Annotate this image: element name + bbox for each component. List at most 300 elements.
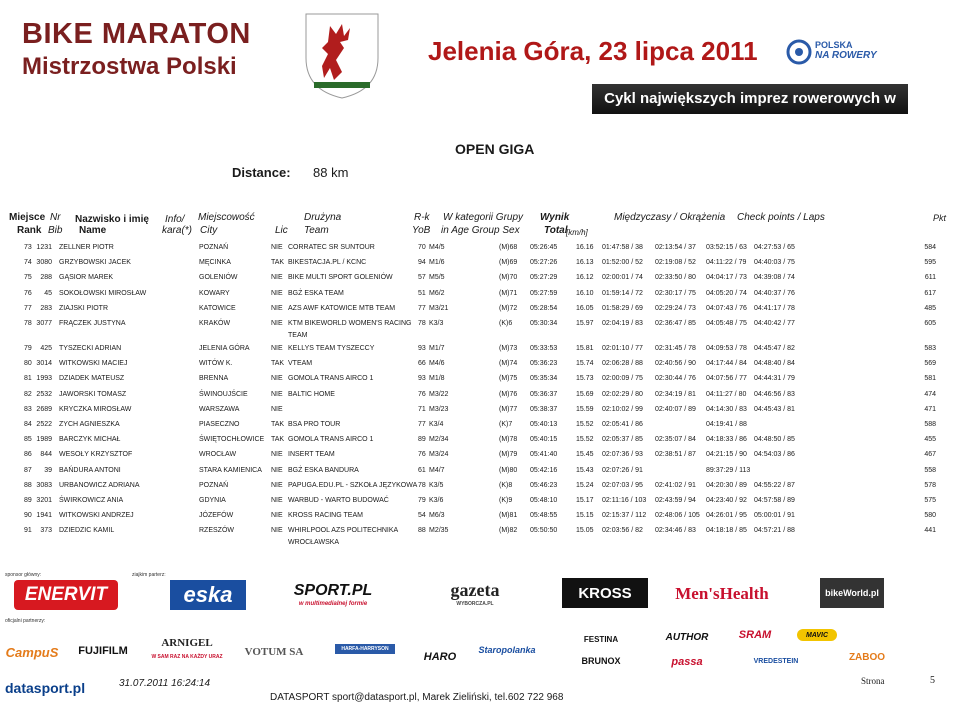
- cell-split4: 04:41:17 / 78: [754, 304, 795, 312]
- cell-split3: 04:05:48 / 75: [706, 320, 747, 327]
- cell-split3: 04:17:44 / 84: [706, 360, 747, 368]
- cell-split1: 01:47:58 / 38: [602, 244, 643, 251]
- cell-lic: NIE: [271, 244, 283, 251]
- cell-category: M1/8: [429, 375, 445, 383]
- cell-bib: 3201: [36, 497, 52, 504]
- cell-pkt: 569: [924, 360, 936, 368]
- cell-total: 05:26:45: [530, 244, 558, 251]
- cell-split4: 04:40:37 / 76: [754, 289, 795, 297]
- cell-split1: 02:00:01 / 74: [602, 274, 643, 282]
- cell-yob: 93: [418, 375, 426, 383]
- cell-city: RZESZÓW: [199, 527, 234, 535]
- cell-yob: 77: [418, 304, 426, 312]
- cell-split1: 02:11:16 / 103: [602, 497, 647, 504]
- cell-name: GRZYBOWSKI JACEK: [59, 259, 131, 267]
- cell-kmh: 15.81: [576, 345, 594, 352]
- cell-total: 05:41:40: [530, 451, 558, 459]
- cell-yob: 76: [418, 451, 426, 459]
- cell-kmh: 15.59: [576, 405, 594, 413]
- footer-contact: DATASPORT sport@datasport.pl, Marek Zieliński, tel.602 722 968: [270, 692, 564, 703]
- cell-bib: 3077: [36, 320, 52, 327]
- cell-rank: 88: [24, 481, 32, 489]
- cell-split1: 02:00:09 / 75: [602, 375, 643, 383]
- cell-split2: 02:35:07 / 84: [655, 436, 696, 444]
- cell-name: ZELLNER PIOTR: [59, 244, 114, 251]
- category-title: OPEN GIGA: [455, 141, 535, 157]
- sponsor-haro[interactable]: HARO: [423, 651, 457, 663]
- sponsor-vredestein[interactable]: VREDESTEIN: [753, 657, 799, 665]
- cell-yob: 51: [418, 289, 426, 297]
- cell-split3: 04:26:01 / 95: [706, 512, 747, 520]
- cell-category: M6/2: [429, 289, 445, 297]
- table-row: [0, 510, 959, 522]
- cell-bib: 3083: [36, 481, 52, 489]
- cell-split1: 02:03:56 / 82: [602, 527, 643, 535]
- cell-kmh: 15.43: [576, 466, 594, 474]
- title-line2: Mistrzostwa Polski: [22, 53, 237, 80]
- page-label: Strona: [861, 676, 885, 686]
- sponsor-gazeta-sub: WYBORCZA.PL: [456, 601, 494, 607]
- cell-bib: 844: [40, 451, 52, 459]
- cell-pkt: 617: [924, 289, 936, 297]
- cell-rank: 89: [24, 497, 32, 504]
- cell-group: (M)80: [499, 466, 518, 474]
- cell-split4: 04:45:43 / 81: [754, 405, 795, 413]
- cell-rank: 83: [24, 405, 32, 413]
- cell-name: SOKOŁOWSKI MIROSŁAW: [59, 289, 147, 297]
- distance-value: 88 km: [313, 165, 349, 180]
- cell-name: BARCZYK MICHAŁ: [59, 436, 121, 444]
- cell-name: WESOŁY KRZYSZTOF: [59, 451, 133, 459]
- cell-lic: NIE: [271, 497, 283, 504]
- cell-group: (M)69: [499, 259, 518, 267]
- col-rank: Rank: [17, 225, 42, 236]
- cell-city: WARSZAWA: [199, 405, 240, 413]
- cell-lic: NIE: [271, 304, 283, 312]
- title-line1: BIKE MARATON: [22, 18, 251, 50]
- cell-team-line2: TEAM: [288, 332, 308, 339]
- event-title: Jelenia Góra, 23 lipca 2011: [428, 36, 758, 66]
- cell-split4: 04:48:50 / 85: [754, 436, 795, 444]
- sponsor-bikeworld[interactable]: bikeWorld.pl: [820, 578, 884, 608]
- cell-group: (M)79: [499, 451, 518, 459]
- cell-yob: 94: [418, 259, 426, 267]
- cell-pkt: 485: [924, 304, 936, 312]
- cell-city: POZNAŃ: [199, 481, 229, 489]
- cell-bib: 3014: [36, 360, 52, 368]
- cell-city: STARA KAMIENICA: [199, 466, 262, 474]
- cell-pkt: 581: [924, 375, 936, 383]
- cell-lic: NIE: [271, 451, 283, 459]
- cell-rank: 85: [24, 436, 32, 444]
- sponsor-gazeta[interactable]: gazeta: [450, 579, 500, 600]
- sponsor-votum[interactable]: VOTUM SA: [244, 646, 304, 658]
- cell-category: M3/22: [429, 390, 449, 398]
- table-row: [0, 465, 959, 477]
- cell-split4: 04:44:31 / 79: [754, 375, 795, 383]
- cell-yob: 78: [418, 481, 426, 489]
- sponsor-festina[interactable]: FESTINA: [583, 634, 619, 644]
- table-row: [0, 449, 959, 461]
- sponsor-staropolanka[interactable]: Staropolanka: [478, 645, 536, 655]
- col-pkt: Pkt: [933, 213, 947, 223]
- cell-split4: 04:27:53 / 65: [754, 244, 795, 251]
- cell-city: ŚWIĘTOCHŁOWICE: [199, 436, 265, 444]
- cell-pkt: 611: [924, 274, 936, 282]
- cell-yob: 93: [418, 345, 426, 352]
- cell-split4: 04:57:21 / 88: [754, 527, 795, 535]
- cell-category: M5/5: [429, 274, 445, 282]
- cell-team-line2: WROCŁAWSKA: [288, 539, 340, 547]
- cell-lic: NIE: [271, 512, 283, 520]
- cell-category: M1/6: [429, 259, 445, 267]
- table-row: [0, 480, 959, 492]
- cell-city: KRAKÓW: [199, 320, 231, 327]
- col-kara: kara(*): [162, 225, 193, 236]
- cell-split4: 05:00:01 / 91: [754, 512, 795, 520]
- cell-split1: 02:01:10 / 77: [602, 345, 643, 352]
- cell-kmh: 15.52: [576, 436, 594, 444]
- sponsor-sportpl-sub: w multimedialnej formie: [298, 600, 368, 607]
- cell-category: K3/5: [429, 481, 444, 489]
- cell-lic: TAK: [271, 421, 285, 428]
- cell-group: (M)72: [499, 304, 518, 312]
- cell-group: (M)75: [499, 375, 518, 383]
- cell-total: 05:36:23: [530, 360, 558, 368]
- table-row: [0, 343, 959, 355]
- cell-total: 05:48:10: [530, 497, 558, 504]
- cell-city: JELENIA GÓRA: [199, 345, 250, 352]
- cell-team: CORRATEC SR SUNTOUR: [288, 244, 375, 251]
- table-row: [0, 419, 959, 431]
- col-nr: Nr: [50, 212, 61, 223]
- table-row: [0, 525, 959, 547]
- cell-split3: 03:52:15 / 63: [706, 244, 747, 251]
- cell-group: (M)81: [499, 512, 518, 520]
- cell-team: INSERT TEAM: [288, 451, 335, 459]
- cell-split2: 02:13:54 / 37: [655, 244, 696, 251]
- cell-yob: 66: [418, 360, 426, 368]
- col-city: City: [200, 225, 218, 236]
- cell-rank: 91: [24, 527, 32, 535]
- table-row: [0, 272, 959, 284]
- cell-yob: 88: [418, 527, 426, 535]
- cell-city: ŚWINOUJŚCIE: [199, 390, 248, 398]
- cell-pkt: 605: [924, 320, 936, 327]
- cell-team: BALTIC HOME: [288, 390, 335, 398]
- cell-rank: 73: [24, 244, 32, 251]
- cell-lic: NIE: [271, 274, 283, 282]
- col-lic: Lic: [275, 225, 288, 236]
- cell-pkt: 467: [924, 451, 936, 459]
- table-row: [0, 288, 959, 300]
- cell-split4: 04:48:40 / 84: [754, 360, 795, 368]
- cell-team: BSA PRO TOUR: [288, 421, 341, 428]
- cell-group: (M)73: [499, 345, 518, 352]
- cell-total: 05:40:15: [530, 436, 558, 444]
- cell-yob: 79: [418, 497, 426, 504]
- cell-split3: 04:18:33 / 86: [706, 436, 747, 444]
- cell-lic: NIE: [271, 345, 283, 352]
- cell-split2: 02:48:06 / 105: [655, 512, 700, 520]
- cell-city: JÓZEFÓW: [199, 512, 234, 520]
- cell-kmh: 15.97: [576, 320, 594, 327]
- cell-team: PAPUGA.EDU.PL - SZKOŁA JĘZYKOWA: [288, 481, 418, 489]
- cell-split3: 04:05:20 / 74: [706, 289, 747, 297]
- bike-wheel-icon: [785, 38, 813, 66]
- deer-crest-icon: [300, 8, 384, 100]
- cell-city: GOLENIÓW: [199, 274, 238, 282]
- cell-split1: 02:05:37 / 85: [602, 436, 643, 444]
- cell-split3: 04:11:27 / 80: [706, 390, 747, 398]
- cell-category: K3/3: [429, 320, 444, 327]
- sponsor-enervit[interactable]: ENERVIT: [14, 580, 118, 610]
- sponsor-arnigel[interactable]: ARNIGEL: [161, 637, 213, 649]
- cell-category: K3/6: [429, 497, 444, 504]
- col-bib: Bib: [48, 225, 63, 236]
- cell-category: M4/6: [429, 360, 445, 368]
- logo-text-narowery: NA ROWERY: [815, 50, 877, 61]
- cell-category: K3/4: [429, 421, 444, 428]
- cell-bib: 2522: [36, 421, 52, 428]
- sponsor-label-official: oficjalni partnerzy:: [5, 618, 46, 624]
- sponsor-sram[interactable]: SRAM: [738, 629, 772, 641]
- sponsor-sportpl[interactable]: SPORT.PL: [293, 582, 373, 599]
- cell-team: BIKESTACJA.PL / KCNC: [288, 259, 367, 267]
- cell-yob: 57: [418, 274, 426, 282]
- cell-name: DZIADEK MATEUSZ: [59, 375, 125, 383]
- cell-group: (M)68: [499, 244, 518, 251]
- cell-kmh: 16.16: [576, 244, 594, 251]
- cell-yob: 78: [418, 320, 426, 327]
- cell-group: (M)76: [499, 390, 518, 398]
- distance-label: Distance:: [232, 165, 291, 180]
- cell-team: WHIRLPOOL AZS POLITECHNIKA: [288, 527, 399, 535]
- cell-split1: 02:15:37 / 112: [602, 512, 647, 520]
- cell-total: 05:30:34: [530, 320, 558, 327]
- cell-pkt: 455: [924, 436, 936, 444]
- cell-group: (M)77: [499, 405, 518, 413]
- table-row: [0, 434, 959, 446]
- sponsor-campus[interactable]: CampuS: [5, 644, 59, 660]
- sponsor-eska[interactable]: eska: [170, 580, 246, 610]
- cell-bib: 45: [44, 289, 52, 297]
- cell-split1: 02:05:41 / 86: [602, 421, 643, 428]
- cell-split2: 02:43:59 / 94: [655, 497, 696, 504]
- cell-pkt: 583: [924, 345, 936, 352]
- cell-split2: 02:41:02 / 91: [655, 481, 696, 489]
- cell-team: WARBUD - WARTO BUDOWAĆ: [288, 497, 389, 504]
- cell-split3: 04:11:22 / 79: [706, 259, 747, 267]
- cell-total: 05:42:16: [530, 466, 558, 474]
- cell-split1: 02:06:28 / 88: [602, 360, 643, 368]
- polska-na-rowery-logo: [785, 38, 903, 68]
- cell-team: VTEAM: [288, 360, 313, 368]
- col-team: Team: [304, 225, 329, 236]
- cell-yob: 61: [418, 466, 426, 474]
- col-rk: R-k: [414, 212, 430, 223]
- cell-team: BIKE MULTI SPORT GOLENIÓW: [288, 274, 393, 282]
- cell-split1: 02:07:26 / 91: [602, 466, 643, 474]
- cell-yob: 71: [418, 405, 426, 413]
- cell-group: (K)9: [499, 497, 513, 504]
- cell-name: DZIEDZIC KAMIL: [59, 527, 115, 535]
- cell-split3: 04:07:56 / 77: [706, 375, 747, 383]
- cell-name: GĄSIOR MAREK: [59, 274, 114, 282]
- cell-split2: 02:29:24 / 73: [655, 304, 696, 312]
- cell-rank: 80: [24, 360, 32, 368]
- cell-split2: 02:34:46 / 83: [655, 527, 696, 535]
- cell-total: 05:28:54: [530, 304, 558, 312]
- cell-team: BGŻ ESKA TEAM: [288, 289, 344, 297]
- cell-city: WROCŁAW: [199, 451, 237, 459]
- cell-split3: 04:19:41 / 88: [706, 421, 747, 428]
- cell-kmh: 15.24: [576, 481, 594, 489]
- cell-bib: 1941: [36, 512, 52, 520]
- cell-total: 05:27:29: [530, 274, 558, 282]
- cell-split3: 04:18:18 / 85: [706, 527, 747, 535]
- cell-split4: 04:46:56 / 83: [754, 390, 795, 398]
- cell-split3: 04:21:15 / 90: [706, 451, 747, 459]
- cell-kmh: 15.52: [576, 421, 594, 428]
- cell-lic: NIE: [271, 527, 283, 535]
- cell-split4: 04:39:08 / 74: [754, 274, 795, 282]
- table-row: [0, 242, 959, 254]
- cell-pkt: 474: [924, 390, 936, 398]
- cell-city: GDYNIA: [199, 497, 226, 504]
- col-checkpoints: Check points / Laps: [737, 212, 825, 223]
- cell-split2: 02:31:45 / 78: [655, 345, 696, 352]
- cell-total: 05:35:34: [530, 375, 558, 383]
- cell-group: (K)7: [499, 421, 513, 428]
- sponsor-label-partners: ziajkim parterz:: [132, 572, 166, 578]
- cell-category: M1/7: [429, 345, 445, 352]
- sponsor-fujifilm[interactable]: FUJIFILM: [78, 645, 128, 657]
- cell-kmh: 15.15: [576, 512, 594, 520]
- cell-split2: 02:19:08 / 52: [655, 259, 696, 267]
- table-row: [0, 495, 959, 507]
- cell-rank: 77: [24, 304, 32, 312]
- sponsor-mavic[interactable]: MAVIC: [797, 629, 837, 641]
- cell-split2: 02:33:50 / 80: [655, 274, 696, 282]
- cell-category: M4/7: [429, 466, 445, 474]
- cell-split3: 89:37:29 / 113: [706, 466, 751, 474]
- cell-bib: 2689: [36, 405, 52, 413]
- cell-name: WITKOWSKI MACIEJ: [59, 360, 128, 368]
- cell-rank: 76: [24, 289, 32, 297]
- col-kmh: [km/h]: [566, 228, 588, 237]
- table-row: [0, 303, 959, 315]
- cell-split1: 02:10:02 / 99: [602, 405, 643, 413]
- cell-category: M3/24: [429, 451, 449, 459]
- cell-city: PIASECZNO: [199, 421, 240, 428]
- cell-group: (M)71: [499, 289, 518, 297]
- sponsor-brunox[interactable]: BRUNOX: [581, 656, 621, 666]
- cell-name: URBANOWICZ ADRIANA: [59, 481, 140, 489]
- sponsor-arnigel-sub: W SAM RAZ NA KAŻDY URAZ: [151, 654, 223, 660]
- cell-split3: 04:23:40 / 92: [706, 497, 747, 504]
- cell-split1: 01:59:14 / 72: [602, 289, 643, 297]
- col-total: Total: [544, 225, 568, 236]
- col-name: Name: [79, 225, 107, 236]
- cell-pkt: 441: [924, 527, 936, 535]
- col-yob: YoB: [412, 225, 431, 236]
- cell-split2: 02:40:56 / 90: [655, 360, 696, 368]
- cell-team: BGŻ ESKA BANDURA: [288, 466, 359, 474]
- cell-lic: NIE: [271, 390, 283, 398]
- sponsor-kross[interactable]: KROSS: [562, 578, 648, 608]
- cell-bib: 3080: [36, 259, 52, 267]
- cell-name: FRĄCZEK JUSTYNA: [59, 320, 126, 327]
- cell-city: POZNAŃ: [199, 244, 229, 251]
- cell-city: BRENNA: [199, 375, 229, 383]
- cell-split2: 02:30:17 / 75: [655, 289, 696, 297]
- table-row: [0, 257, 959, 269]
- sponsor-menshealth[interactable]: Men'sHealth: [675, 584, 769, 603]
- sponsor-zaboo[interactable]: ZABOO: [848, 651, 886, 663]
- cell-pkt: 584: [924, 244, 936, 251]
- cell-bib: 1993: [36, 375, 52, 383]
- cell-name: JAWORSKI TOMASZ: [59, 390, 127, 398]
- cell-pkt: 471: [924, 405, 936, 413]
- cell-split4: 04:40:42 / 77: [754, 320, 795, 327]
- col-info: Info/: [165, 214, 185, 225]
- cell-split3: 04:14:30 / 83: [706, 405, 747, 413]
- cell-split4: 04:55:22 / 87: [754, 481, 795, 489]
- cell-bib: 39: [44, 466, 52, 474]
- cell-kmh: 15.05: [576, 527, 594, 535]
- cell-lic: TAK: [271, 436, 285, 444]
- cell-split1: 01:52:00 / 52: [602, 259, 643, 267]
- cell-rank: 79: [24, 345, 32, 352]
- cell-lic: NIE: [271, 466, 283, 474]
- cell-pkt: 588: [924, 421, 936, 428]
- cell-category: M2/34: [429, 436, 449, 444]
- cell-kmh: 15.45: [576, 451, 594, 459]
- cell-category: M4/5: [429, 244, 445, 251]
- cell-rank: 74: [24, 259, 32, 267]
- cell-group: (M)82: [499, 527, 518, 535]
- cell-split2: 02:34:19 / 81: [655, 390, 696, 398]
- cell-total: 05:40:13: [530, 421, 558, 428]
- cell-team: GOMOLA TRANS AIRCO 1: [288, 436, 374, 444]
- cell-name: ŚWIRKOWICZ ANIA: [59, 497, 124, 504]
- cell-pkt: 575: [924, 497, 936, 504]
- sponsor-harfa[interactable]: HARFA-HARRYSON: [335, 644, 395, 654]
- cell-lic: NIE: [271, 375, 283, 383]
- cell-kmh: 16.12: [576, 274, 594, 282]
- cell-rank: 84: [24, 421, 32, 428]
- cell-split3: 04:09:53 / 78: [706, 345, 747, 352]
- cell-split1: 02:02:29 / 80: [602, 390, 643, 398]
- cell-group: (K)8: [499, 481, 513, 489]
- cell-group: (M)70: [499, 274, 518, 282]
- sponsor-author[interactable]: AUTHOR: [665, 631, 709, 643]
- cell-bib: 425: [40, 345, 52, 352]
- cell-rank: 78: [24, 320, 32, 327]
- cell-total: 05:27:26: [530, 259, 558, 267]
- logo-text-polska: POLSKA: [815, 40, 853, 50]
- cell-split4: 04:45:47 / 82: [754, 345, 795, 352]
- cell-kmh: 15.17: [576, 497, 594, 504]
- cell-team: KROSS RACING TEAM: [288, 512, 363, 520]
- cell-bib: 2532: [36, 390, 52, 398]
- cell-split2: 02:40:07 / 89: [655, 405, 696, 413]
- sponsor-passa[interactable]: passa: [671, 656, 703, 668]
- sponsor-label-main: sponsor główny:: [5, 572, 42, 578]
- cell-lic: TAK: [271, 259, 285, 267]
- cell-rank: 86: [24, 451, 32, 459]
